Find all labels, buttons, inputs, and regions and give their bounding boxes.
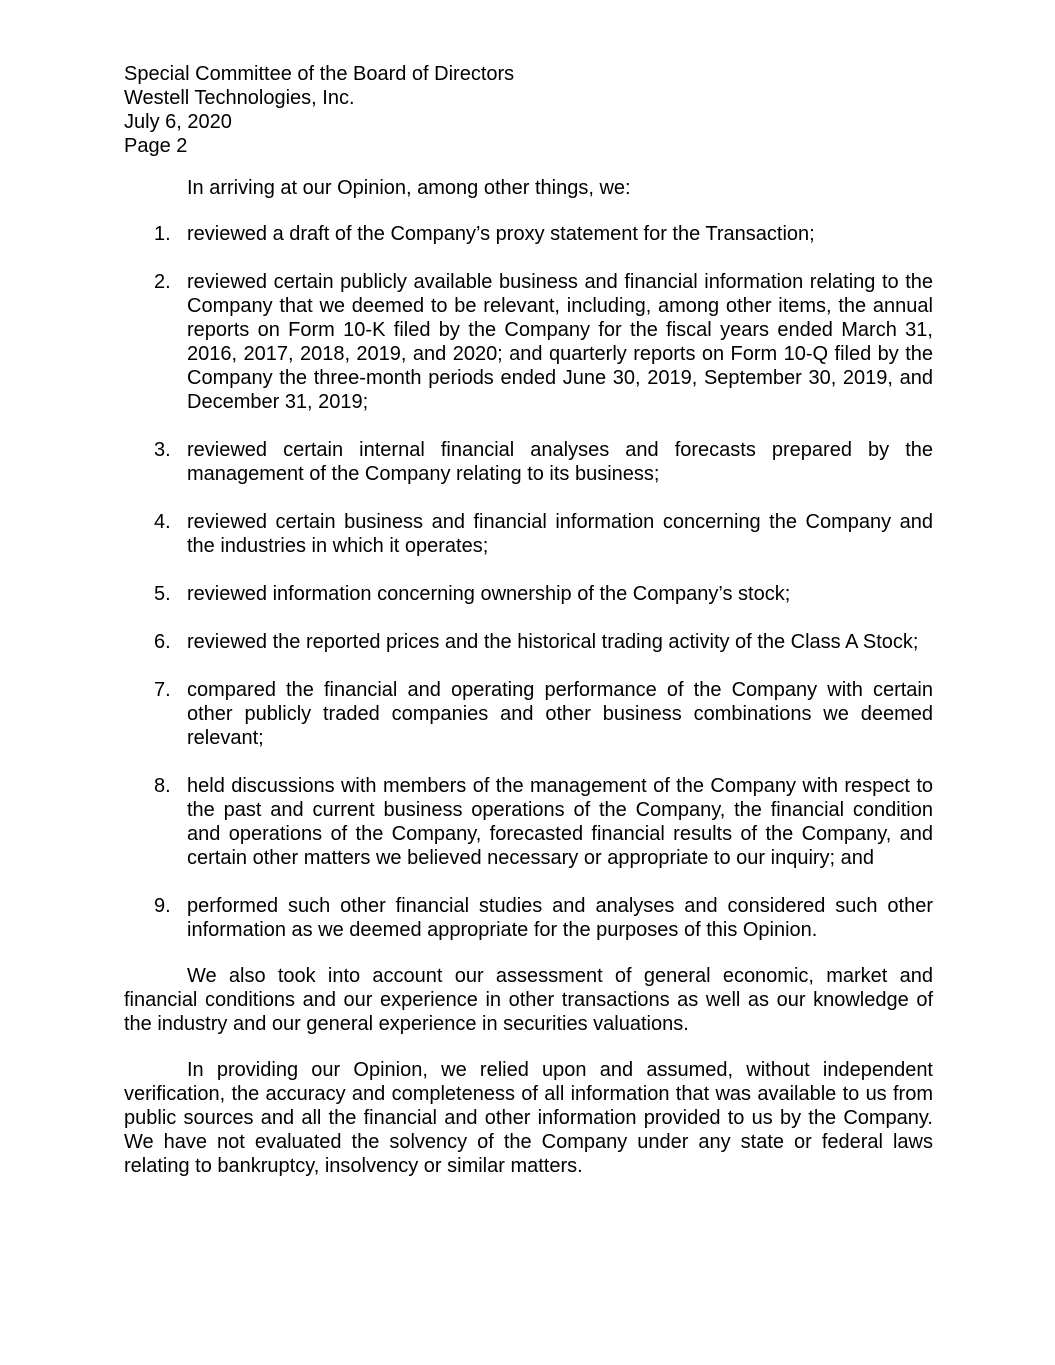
list-item-text: reviewed a draft of the Company’s proxy statement for the Transaction; (187, 223, 815, 245)
list-item (124, 270, 933, 414)
list-item (124, 678, 933, 750)
list-item-number: 1. (154, 223, 171, 245)
list-item-number: 6. (154, 631, 171, 653)
review-steps-list (124, 222, 933, 942)
letter-page (124, 62, 933, 1178)
list-item-text: reviewed information concerning ownership of the Company’s stock; (187, 583, 791, 605)
assessment-paragraph: We also took into account our assessment of general economic, market and financial conditions and our experience in other transactions as well as our knowledge of the industry and our general experience in securities valuations. (124, 965, 933, 1035)
list-item-text: reviewed certain publicly available business and financial information relating to the Company that we deemed to be relevant, including, among other items, the annual reports on Form 10-K filed by the Company for the fiscal years ended March 31, 2016, 2017, 2018, 2019, and 2020; and quarterly reports on Form 10-Q filed by the Company the three-month periods ended June 30, 2019, September 30, 2019, and December 31, 2019; (187, 271, 933, 413)
reliance-paragraph: In providing our Opinion, we relied upon and assumed, without independent verification, the accuracy and completeness of all information that was available to us from public sources and all the financial and other information provided to us by the Company. We have not evaluated the solvency of the Company under any state or federal laws relating to bankruptcy, insolvency or similar matters. (124, 1059, 933, 1177)
list-item-number: 5. (154, 583, 171, 605)
list-item (124, 774, 933, 870)
list-item-text: reviewed certain internal financial analyses and forecasts prepared by the management of the Company relating to its business; (187, 439, 933, 485)
header-date: July 6, 2020 (124, 111, 232, 133)
list-item-number: 3. (154, 439, 171, 461)
list-item (124, 894, 933, 942)
header-page-number: Page 2 (124, 135, 188, 157)
list-item-number: 8. (154, 775, 171, 797)
list-item-number: 7. (154, 679, 171, 701)
list-item-text: reviewed the reported prices and the historical trading activity of the Class A Stock; (187, 631, 919, 653)
list-item-text: performed such other financial studies and analyses and considered such other information as we deemed appropriate for the purposes of this Opinion. (187, 895, 933, 941)
list-item (124, 222, 933, 246)
list-item (124, 438, 933, 486)
list-item-text: reviewed certain business and financial information concerning the Company and the industries in which it operates; (187, 511, 933, 557)
list-item-text: held discussions with members of the management of the Company with respect to the past and current business operations of the Company, the financial condition and operations of the Company, forecasted financial results of the Company, and certain other matters we believed necessary or appropriate to our inquiry; and (187, 775, 933, 869)
list-item-text: compared the financial and operating performance of the Company with certain other publicly traded companies and other business combinations we deemed relevant; (187, 679, 933, 749)
list-item (124, 630, 933, 654)
header-company: Westell Technologies, Inc. (124, 87, 355, 109)
list-item-number: 4. (154, 511, 171, 533)
intro-paragraph: In arriving at our Opinion, among other things, we: (187, 177, 631, 199)
list-item-number: 2. (154, 271, 171, 293)
list-item (124, 582, 933, 606)
list-item-number: 9. (154, 895, 171, 917)
letter-header (124, 62, 933, 158)
header-recipient: Special Committee of the Board of Directors (124, 63, 515, 85)
list-item (124, 510, 933, 558)
